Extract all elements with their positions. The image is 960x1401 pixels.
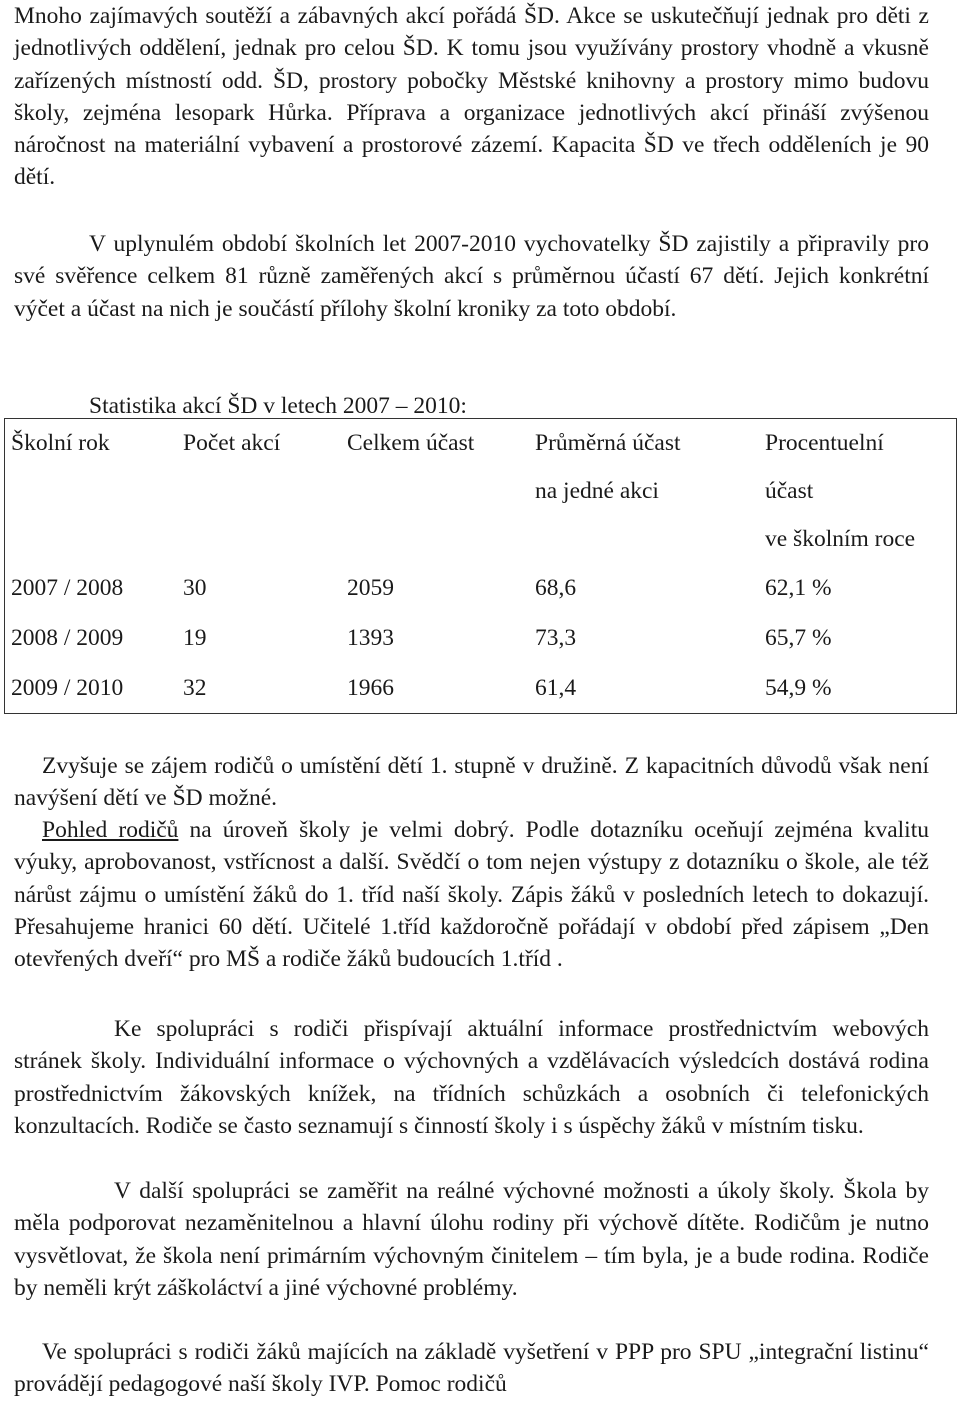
header-total-attendance: Celkem účast <box>347 430 475 456</box>
cell-event-count: 19 <box>183 625 207 651</box>
paragraph-school-club-events: Mnoho zajímavých soutěží a zábavných akcí pořádá ŠD. Akce se uskutečňují jednak pro děti z jednotlivých oddělení, jednak pro celou ŠD. K tomu jsou využívány prostory vhodně a vkusně zařízených místností odd. ŠD, prostory pobočky Městské knihovny a prostory mimo budovu školy, zejména lesopark Hůrka. Příprava a organizace jednotlivých akcí přináší zvýšenou náročnost na materiální vybavení a prostorové zázemí. Kapacita ŠD ve třech odděleních je 90 dětí. <box>14 3 929 191</box>
cell-total-attendance: 2059 <box>347 575 394 601</box>
header-event-count: Počet akcí <box>183 430 281 456</box>
parents-view-rest: na úroveň školy je velmi dobrý. Podle dotazníku oceňují zejména kvalitu výuky, aprobovanost, vstřícnost a další. Svědčí o tom nejen výstupy z dotazníku o škole, ale též nárůst zájmu o umístění žáků do 1. tříd naší školy. Zápis žáků v posledních letech to dokazují. Přesahujeme hranici 60 dětí. Učitelé 1.tříd každoročně pořádají v období před zápisem „Den otevřených dveří“ pro MŠ a rodiče žáků budoucích 1.tříd . <box>14 817 929 973</box>
paragraph-cooperation-info: Ke spolupráci s rodiči přispívají aktuální informace prostřednictvím webových stránek školy. Individuální informace o výchovných a vzdělávacích výsledcích dostává rodina prostřednictvím žákovských knížek, na třídních schůzkách a osobních či telefonických konzultacích. Rodiče se často seznamují s činností školy i s úspěchy žáků v místním tisku. <box>14 1016 929 1139</box>
cell-school-year: 2008 / 2009 <box>11 625 124 651</box>
cell-total-attendance: 1966 <box>347 675 394 701</box>
parents-view-underlined: Pohled rodičů <box>42 817 179 843</box>
cell-percent-attendance: 54,9 % <box>765 675 832 701</box>
header-average-line-2: na jedné akci <box>535 478 659 504</box>
header-percent-line-1: Procentuelní <box>765 430 884 456</box>
cell-school-year: 2009 / 2010 <box>11 675 124 701</box>
table-row <box>5 563 957 613</box>
paragraph-integration-list: Ve spolupráci s rodiči žáků majících na základě vyšetření v PPP pro SPU „integrační listinu“ provádějí pedagogové naší školy IVP. Pomoc rodičů <box>14 1339 929 1398</box>
paragraph-parents-view <box>14 814 929 975</box>
cell-average-attendance: 73,3 <box>535 625 577 651</box>
table-row <box>5 613 957 663</box>
table-header-row <box>5 419 957 564</box>
cell-event-count: 32 <box>183 675 207 701</box>
cell-event-count: 30 <box>183 575 207 601</box>
header-percent-line-3: ve školním roce <box>765 526 916 552</box>
paragraph-further-cooperation: V další spolupráci se zaměřit na reálné výchovné možnosti a úkoly školy. Škola by měla podporovat nezaměnitelnou a hlavní úlohu rodiny při výchově dítěte. Rodičům je nutno vysvětlovat, že škola není primárním výchovným činitelem – tím byla, je a bude rodina. Rodiče by neměli krýt záškoláctví a jiné výchovné problémy. <box>14 1178 929 1301</box>
statistics-table <box>4 418 957 714</box>
cell-percent-attendance: 65,7 % <box>765 625 832 651</box>
header-average-attendance <box>529 419 759 564</box>
header-average-line-1: Průměrná účast <box>535 430 681 456</box>
header-percent-attendance <box>759 419 957 564</box>
cell-school-year: 2007 / 2008 <box>11 575 124 601</box>
header-school-year: Školní rok <box>11 430 110 456</box>
table-row <box>5 663 957 714</box>
paragraph-interest-in-club: Zvyšuje se zájem rodičů o umístění dětí 1. stupně v družině. Z kapacitních důvodů však není navýšení dětí ve ŠD možné. <box>14 753 929 812</box>
cell-percent-attendance: 62,1 % <box>765 575 832 601</box>
cell-average-attendance: 61,4 <box>535 675 577 701</box>
statistics-title: Statistika akcí ŠD v letech 2007 – 2010: <box>89 393 467 419</box>
paragraph-events-summary: V uplynulém období školních let 2007-2010 vychovatelky ŠD zajistily a připravily pro své svěřence celkem 81 různě zaměřených akcí s průměrnou účastí 67 dětí. Jejich konkrétní výčet a účast na nich je součástí přílohy školní kroniky za toto období. <box>14 231 929 322</box>
header-percent-line-2: účast <box>765 478 814 504</box>
cell-average-attendance: 68,6 <box>535 575 577 601</box>
cell-total-attendance: 1393 <box>347 625 394 651</box>
